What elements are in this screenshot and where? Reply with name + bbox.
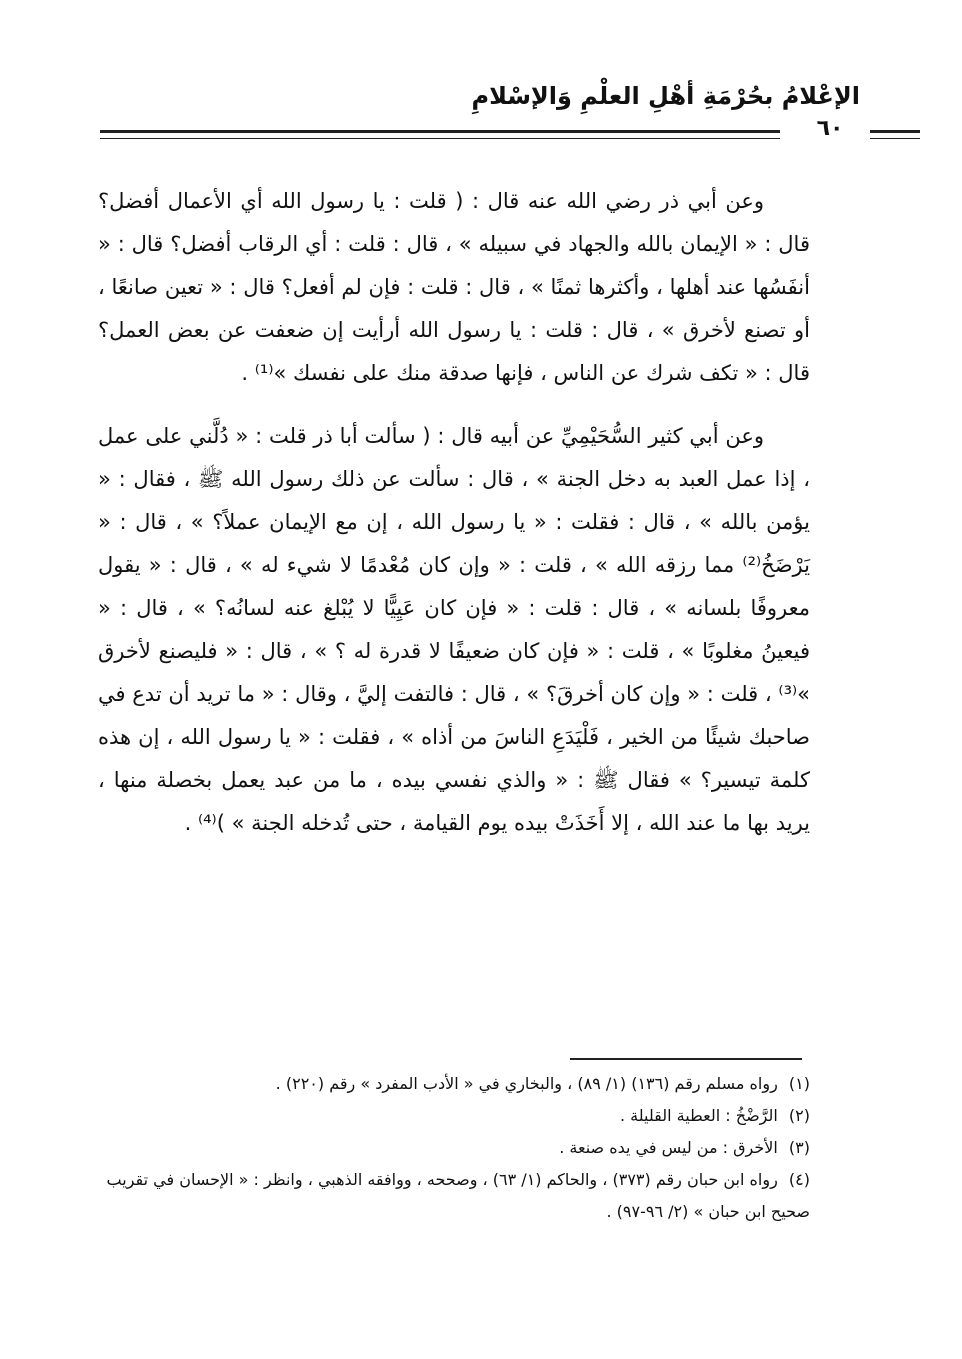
- footnote-number: (٢): [788, 1106, 810, 1125]
- paragraph-abu-kathir: وعن أبي كثير السُّحَيْمِيِّ عن أبيه قال : ( سألت أبا ذر قلت : « دُلَّني على عمل ، إذا عمل العبد به دخل الجنة » ، قال : سألت عن ذلك رسول الله ﷺ ، فقال : « يؤمن بالله » ، قال : فقلت : « يا رسول الله ، إن مع الإيمان عملاً؟ » ، قال : « يَرْضَخُ⁽²⁾ مما رزقه الله » ، قلت : « وإن كان مُعْدمًا لا شيء له » ، قال : « يقول معروفًا بلسانه » ، قال : قلت : « فإن كان عَيِيًّا لا يُبْلغ عنه لسانُه؟ » ، قال : « فيعينُ مغلوبًا » ، قلت : « فإن كان ضعيفًا لا قدرة له ؟ » ، قال : « فليصنع لأخرق »⁽³⁾ ، قلت : « وإن كان أخرقَ؟ » ، قال : فالتفت إليَّ ، وقال : « ما تريد أن تدع في صاحبك شيئًا من الخير ، فَلْيَدَعِ الناسَ من أذاه » ، فقلت : « يا رسول الله ، إن هذه كلمة تيسير؟ » فقال ﷺ : « والذي نفسي بيده ، ما من عبد يعمل بخصلة منها ، يريد بها ما عند الله ، إلا أَخَذَتْ بيده يوم القيامة ، حتى تُدخله الجنة » )⁽⁴⁾ .: [98, 424, 810, 835]
- paragraph-abu-dharr: وعن أبي ذر رضي الله عنه قال : ( قلت : يا رسول الله أي الأعمال أفضل؟ قال : « الإيمان بالله والجهاد في سبيله » ، قال : قلت : أي الرقاب أفضل؟ قال : « أنفَسُها عند أهلها ، وأكثرها ثمنًا » ، قال : قلت : فإن لم أفعل؟ قال : « تعين صانعًا ، أو تصنع لأخرق » ، قال : قلت : يا رسول الله أرأيت إن ضعفت عن بعض العمل؟ قال : « تكف شرك عن الناس ، فإنها صدقة منك على نفسك »⁽¹⁾ .: [98, 189, 810, 385]
- footnote-number: (٤): [788, 1170, 810, 1189]
- header-rule-short: [870, 130, 920, 139]
- header-rule: [100, 130, 780, 139]
- main-text: [98, 180, 810, 865]
- page-number: ٦٠: [816, 116, 844, 141]
- footnotes: [98, 1068, 810, 1228]
- page-header: [100, 72, 860, 142]
- book-title: الإعْلامُ بحُرْمَةِ أهْلِ العلْمِ وَالإسْلامِ: [471, 82, 860, 110]
- footnote-item: [98, 1068, 810, 1100]
- footnote-number: (١): [788, 1074, 810, 1093]
- footnote-text: رواه مسلم رقم (١٣٦) (١/ ٨٩) ، والبخاري في « الأدب المفرد » رقم (٢٢٠) .: [275, 1074, 778, 1093]
- footnote-item: [98, 1100, 810, 1132]
- footnote-item: [98, 1132, 810, 1164]
- footnote-text: الرَّضْخُ : العطية القليلة .: [619, 1106, 778, 1125]
- footnote-number: (٣): [788, 1138, 810, 1157]
- footnote-separator: [570, 1058, 802, 1060]
- footnote-item: [98, 1164, 810, 1228]
- footnote-text: رواه ابن حبان رقم (٣٧٣) ، والحاكم (١/ ٦٣) ، وصححه ، ووافقه الذهبي ، وانظر : « الإحسان في تقريب صحيح ابن حبان » (٢/ ٩٦-٩٧) .: [106, 1170, 810, 1221]
- footnote-text: الأخرق : من ليس في يده صنعة .: [559, 1138, 778, 1157]
